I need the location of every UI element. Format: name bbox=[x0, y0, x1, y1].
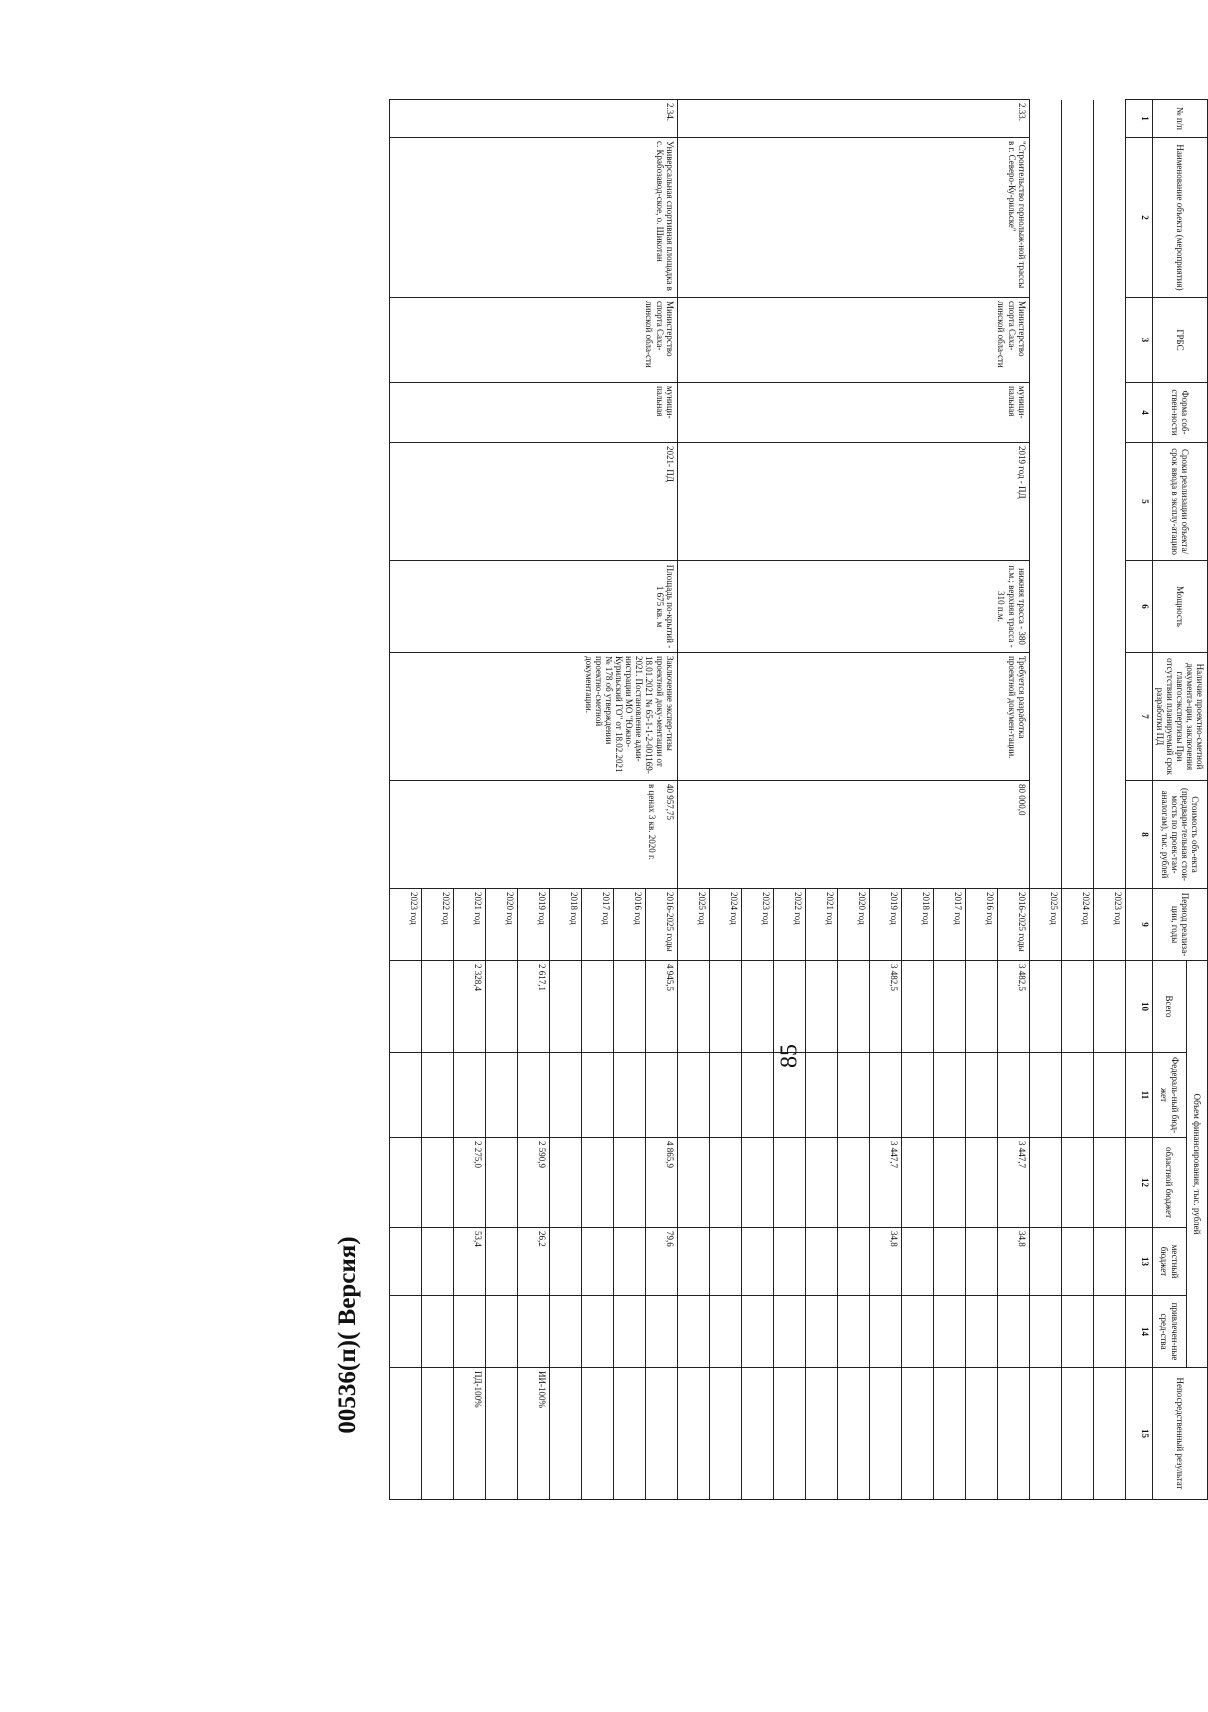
attracted-cell bbox=[613, 1296, 645, 1368]
table-row bbox=[997, 100, 1029, 1500]
result-cell bbox=[965, 1368, 997, 1500]
period-cell: 2022 год bbox=[773, 889, 805, 961]
column-number: 9 bbox=[1125, 889, 1152, 961]
value-cell bbox=[1029, 1368, 1061, 1500]
result-cell bbox=[549, 1368, 581, 1500]
attracted-cell bbox=[581, 1296, 613, 1368]
empty-cell bbox=[1093, 100, 1125, 138]
column-number: 4 bbox=[1125, 383, 1152, 443]
total-cell bbox=[773, 961, 805, 1053]
regional-cell bbox=[837, 1138, 869, 1228]
result-cell bbox=[933, 1368, 965, 1500]
column-number: 7 bbox=[1125, 653, 1152, 781]
attracted-cell bbox=[389, 1296, 421, 1368]
federal-cell bbox=[837, 1053, 869, 1138]
value-cell bbox=[1061, 1296, 1093, 1368]
regional-cell bbox=[773, 1138, 805, 1228]
header-num: № п/п bbox=[1152, 100, 1207, 138]
empty-cell bbox=[1061, 298, 1093, 383]
local-cell: 34,8 bbox=[869, 1228, 901, 1296]
attracted-cell bbox=[869, 1296, 901, 1368]
empty-cell bbox=[1029, 561, 1061, 653]
total-cell bbox=[805, 961, 837, 1053]
federal-cell bbox=[901, 1053, 933, 1138]
federal-cell bbox=[453, 1053, 485, 1138]
empty-cell bbox=[1029, 781, 1061, 889]
object-cost-note: в ценах 3 кв. 2020 г. bbox=[646, 784, 657, 860]
period-cell: 2023 год bbox=[741, 889, 773, 961]
attracted-cell bbox=[901, 1296, 933, 1368]
regional-cell bbox=[933, 1138, 965, 1228]
federal-cell bbox=[741, 1053, 773, 1138]
local-cell bbox=[773, 1228, 805, 1296]
empty-cell bbox=[1093, 138, 1125, 298]
period-cell: 2018 год bbox=[901, 889, 933, 961]
value-cell bbox=[1029, 1296, 1061, 1368]
header-local: местный бюджет bbox=[1152, 1228, 1187, 1296]
page-number: 85 bbox=[776, 1044, 803, 1068]
header-result: Непосредственный результат bbox=[1152, 1368, 1207, 1500]
total-cell bbox=[549, 961, 581, 1053]
period-cell: 2020 год bbox=[485, 889, 517, 961]
attracted-cell bbox=[741, 1296, 773, 1368]
total-cell: 2 328,4 bbox=[453, 961, 485, 1053]
attracted-cell bbox=[517, 1296, 549, 1368]
total-cell bbox=[709, 961, 741, 1053]
federal-cell bbox=[805, 1053, 837, 1138]
total-cell bbox=[901, 961, 933, 1053]
empty-cell bbox=[1093, 443, 1125, 561]
header-row bbox=[1187, 100, 1208, 1500]
attracted-cell bbox=[837, 1296, 869, 1368]
total-cell bbox=[933, 961, 965, 1053]
column-number: 3 bbox=[1125, 298, 1152, 383]
local-cell bbox=[805, 1228, 837, 1296]
federal-cell bbox=[613, 1053, 645, 1138]
empty-cell bbox=[1093, 383, 1125, 443]
result-cell bbox=[805, 1368, 837, 1500]
federal-cell bbox=[549, 1053, 581, 1138]
object-pd: Требуется разработка проектной докумен-тации. bbox=[677, 653, 1029, 781]
empty-cell bbox=[1093, 298, 1125, 383]
period-cell: 2017 год bbox=[581, 889, 613, 961]
local-cell bbox=[965, 1228, 997, 1296]
column-number: 11 bbox=[1125, 1053, 1152, 1138]
regional-cell bbox=[613, 1138, 645, 1228]
federal-cell bbox=[677, 1053, 709, 1138]
period-cell: 2023 год bbox=[1093, 889, 1125, 961]
regional-cell bbox=[549, 1138, 581, 1228]
result-cell bbox=[741, 1368, 773, 1500]
period-cell: 2022 год bbox=[421, 889, 453, 961]
attracted-cell bbox=[453, 1296, 485, 1368]
result-cell bbox=[421, 1368, 453, 1500]
local-cell: 34,8 bbox=[997, 1228, 1029, 1296]
empty-cell bbox=[1029, 443, 1061, 561]
federal-cell bbox=[645, 1053, 677, 1138]
empty-cell bbox=[1093, 561, 1125, 653]
local-cell: 26,2 bbox=[517, 1228, 549, 1296]
federal-cell bbox=[421, 1053, 453, 1138]
object-pd: Заключение экспер-тизы проектной доку-ментации от 18.01.2021 № 65-1-1-2-001169-2021. Постановление адми-нистрации МО "Южно-Курильский ГО" от 18.02.2021 № 178 об утверждении проектно-сметной документации. bbox=[389, 653, 677, 781]
header-attracted: привлечен-ные сред-ства bbox=[1152, 1296, 1187, 1368]
empty-cell bbox=[1061, 138, 1093, 298]
column-number: 15 bbox=[1125, 1368, 1152, 1500]
header-pd: Наличие проектно-сметной документа-ции, заключения главгосэкспертизы При отсутствии планируемый срок разработки ПД bbox=[1152, 653, 1207, 781]
attracted-cell bbox=[997, 1296, 1029, 1368]
period-cell: 2019 год bbox=[869, 889, 901, 961]
regional-cell bbox=[741, 1138, 773, 1228]
attracted-cell bbox=[805, 1296, 837, 1368]
object-grbs: Министерство спорта Саха-линской обла-сти bbox=[677, 298, 1029, 383]
column-number: 1 bbox=[1125, 100, 1152, 138]
value-cell bbox=[1029, 1053, 1061, 1138]
attracted-cell bbox=[549, 1296, 581, 1368]
column-number: 12 bbox=[1125, 1138, 1152, 1228]
regional-cell bbox=[581, 1138, 613, 1228]
object-number: 2.33. bbox=[677, 100, 1029, 138]
empty-cell bbox=[1061, 100, 1093, 138]
local-cell bbox=[741, 1228, 773, 1296]
total-cell: 2 617,1 bbox=[517, 961, 549, 1053]
total-cell: 4 945,5 bbox=[645, 961, 677, 1053]
value-cell bbox=[1093, 1296, 1125, 1368]
federal-cell bbox=[869, 1053, 901, 1138]
table-row bbox=[645, 100, 677, 1500]
value-cell bbox=[1061, 961, 1093, 1053]
table-row bbox=[1061, 100, 1093, 1500]
attracted-cell bbox=[421, 1296, 453, 1368]
regional-cell bbox=[965, 1138, 997, 1228]
result-cell: ПД-100% bbox=[453, 1368, 485, 1500]
period-cell: 2016-2025 годы bbox=[645, 889, 677, 961]
total-cell bbox=[389, 961, 421, 1053]
empty-cell bbox=[1093, 653, 1125, 781]
total-cell bbox=[613, 961, 645, 1053]
period-cell: 2021 год bbox=[453, 889, 485, 961]
period-cell: 2016 год bbox=[613, 889, 645, 961]
federal-cell bbox=[997, 1053, 1029, 1138]
value-cell bbox=[1093, 1368, 1125, 1500]
total-cell bbox=[741, 961, 773, 1053]
federal-cell bbox=[933, 1053, 965, 1138]
table-row bbox=[1029, 100, 1061, 1500]
object-cost bbox=[389, 781, 677, 889]
header-total: Всего bbox=[1152, 961, 1187, 1053]
value-cell bbox=[1029, 961, 1061, 1053]
regional-cell bbox=[805, 1138, 837, 1228]
attracted-cell bbox=[965, 1296, 997, 1368]
regional-cell bbox=[677, 1138, 709, 1228]
local-cell bbox=[389, 1228, 421, 1296]
financing-table bbox=[389, 99, 1208, 1500]
regional-cell bbox=[421, 1138, 453, 1228]
header-grbs: ГРБС bbox=[1152, 298, 1207, 383]
value-cell bbox=[1093, 1053, 1125, 1138]
header-timing: Сроки реализации объекта/ срок ввода в эксплу-атацию bbox=[1152, 443, 1207, 561]
total-cell: 3 482,5 bbox=[997, 961, 1029, 1053]
period-cell: 2025 год bbox=[1029, 889, 1061, 961]
column-number: 13 bbox=[1125, 1228, 1152, 1296]
period-cell: 2016-2025 годы bbox=[997, 889, 1029, 961]
total-cell: 3 482,5 bbox=[869, 961, 901, 1053]
result-cell bbox=[997, 1368, 1029, 1500]
value-cell bbox=[1093, 1228, 1125, 1296]
period-cell: 2023 год bbox=[389, 889, 421, 961]
attracted-cell bbox=[645, 1296, 677, 1368]
empty-cell bbox=[1029, 100, 1061, 138]
header-name: Наименование объекта (мероприятия) bbox=[1152, 138, 1207, 298]
column-number: 14 bbox=[1125, 1296, 1152, 1368]
total-cell bbox=[485, 961, 517, 1053]
regional-cell bbox=[485, 1138, 517, 1228]
object-name: Универсальная спортивная площадка в с. Крабозавод-ское, о. Шикотан bbox=[389, 138, 677, 298]
regional-cell: 2 275,0 bbox=[453, 1138, 485, 1228]
header-regional: областной бюджет bbox=[1152, 1138, 1187, 1228]
document-code: 00536(п)( Версия) bbox=[334, 1236, 361, 1434]
local-cell bbox=[709, 1228, 741, 1296]
period-cell: 2016 год bbox=[965, 889, 997, 961]
empty-cell bbox=[1061, 653, 1093, 781]
result-cell bbox=[645, 1368, 677, 1500]
local-cell bbox=[485, 1228, 517, 1296]
local-cell bbox=[421, 1228, 453, 1296]
period-cell: 2018 год bbox=[549, 889, 581, 961]
result-cell bbox=[709, 1368, 741, 1500]
federal-cell bbox=[517, 1053, 549, 1138]
regional-cell: 2 590,9 bbox=[517, 1138, 549, 1228]
attracted-cell bbox=[677, 1296, 709, 1368]
regional-cell: 3 447,7 bbox=[869, 1138, 901, 1228]
value-cell bbox=[1061, 1053, 1093, 1138]
value-cell bbox=[1029, 1228, 1061, 1296]
result-cell bbox=[869, 1368, 901, 1500]
object-name: "Строительство горнолыж-ной трассы в г. Северо-Ку-рильске" bbox=[677, 138, 1029, 298]
federal-cell bbox=[581, 1053, 613, 1138]
result-cell bbox=[837, 1368, 869, 1500]
local-cell bbox=[933, 1228, 965, 1296]
local-cell bbox=[901, 1228, 933, 1296]
period-cell: 2019 год bbox=[517, 889, 549, 961]
object-cost bbox=[677, 781, 1029, 889]
value-cell bbox=[1061, 1368, 1093, 1500]
header-financing: Объем финансирования, тыс. рублей bbox=[1187, 961, 1208, 1368]
object-timing: 2021- ПД bbox=[389, 443, 677, 561]
object-ownership: муници-пальная bbox=[389, 383, 677, 443]
table-body bbox=[389, 100, 1152, 1500]
object-timing: 2019 год - ПД bbox=[677, 443, 1029, 561]
value-cell bbox=[1093, 1138, 1125, 1228]
regional-cell bbox=[389, 1138, 421, 1228]
total-cell bbox=[581, 961, 613, 1053]
local-cell bbox=[837, 1228, 869, 1296]
total-cell bbox=[421, 961, 453, 1053]
local-cell bbox=[581, 1228, 613, 1296]
column-number: 10 bbox=[1125, 961, 1152, 1053]
result-cell bbox=[581, 1368, 613, 1500]
table-row bbox=[1093, 100, 1125, 1500]
empty-cell bbox=[1061, 443, 1093, 561]
local-cell: 53,4 bbox=[453, 1228, 485, 1296]
object-ownership: муници-пальная bbox=[677, 383, 1029, 443]
period-cell: 2024 год bbox=[1061, 889, 1093, 961]
header-ownership: Форма соб-ствен-ности bbox=[1152, 383, 1207, 443]
column-number-row bbox=[1125, 100, 1152, 1500]
regional-cell: 4 865,9 bbox=[645, 1138, 677, 1228]
object-cost-value: 80 000,0 bbox=[1016, 784, 1027, 816]
attracted-cell bbox=[709, 1296, 741, 1368]
period-cell: 2024 год bbox=[709, 889, 741, 961]
value-cell bbox=[1061, 1228, 1093, 1296]
empty-cell bbox=[1029, 138, 1061, 298]
result-cell bbox=[677, 1368, 709, 1500]
local-cell bbox=[549, 1228, 581, 1296]
federal-cell bbox=[709, 1053, 741, 1138]
object-grbs: Министерство спорта Саха-линской обла-сти bbox=[389, 298, 677, 383]
attracted-cell bbox=[485, 1296, 517, 1368]
local-cell: 79,6 bbox=[645, 1228, 677, 1296]
empty-cell bbox=[1029, 653, 1061, 781]
empty-cell bbox=[1061, 561, 1093, 653]
regional-cell bbox=[901, 1138, 933, 1228]
empty-cell bbox=[1061, 383, 1093, 443]
federal-cell bbox=[773, 1053, 805, 1138]
local-cell bbox=[613, 1228, 645, 1296]
local-cell bbox=[677, 1228, 709, 1296]
header-cost: Стоимость объ-екта (предвари-тельная стои-мость по проек-там-аналогам), тыс. рублей bbox=[1152, 781, 1207, 889]
empty-cell bbox=[1061, 781, 1093, 889]
value-cell bbox=[1093, 961, 1125, 1053]
federal-cell bbox=[389, 1053, 421, 1138]
value-cell bbox=[1029, 1138, 1061, 1228]
empty-cell bbox=[1029, 298, 1061, 383]
regional-cell bbox=[709, 1138, 741, 1228]
total-cell bbox=[837, 961, 869, 1053]
result-cell bbox=[773, 1368, 805, 1500]
value-cell bbox=[1061, 1138, 1093, 1228]
attracted-cell bbox=[933, 1296, 965, 1368]
column-number: 6 bbox=[1125, 561, 1152, 653]
column-number: 2 bbox=[1125, 138, 1152, 298]
federal-cell bbox=[485, 1053, 517, 1138]
period-cell: 2025 год bbox=[677, 889, 709, 961]
header-federal: Федераль-ный бюд-жет bbox=[1152, 1053, 1187, 1138]
regional-cell: 3 447,7 bbox=[997, 1138, 1029, 1228]
result-cell: ИИ-100% bbox=[517, 1368, 549, 1500]
empty-cell bbox=[1029, 383, 1061, 443]
object-capacity: нижняя трасса - 380 п.м.; верхняя трасса - 310 п.м. bbox=[677, 561, 1029, 653]
total-cell bbox=[677, 961, 709, 1053]
total-cell bbox=[965, 961, 997, 1053]
period-cell: 2020 год bbox=[837, 889, 869, 961]
empty-cell bbox=[1093, 781, 1125, 889]
header-capacity: Мощность bbox=[1152, 561, 1207, 653]
object-number: 2.34. bbox=[389, 100, 677, 138]
attracted-cell bbox=[773, 1296, 805, 1368]
federal-cell bbox=[965, 1053, 997, 1138]
period-cell: 2021 год bbox=[805, 889, 837, 961]
result-cell bbox=[485, 1368, 517, 1500]
result-cell bbox=[389, 1368, 421, 1500]
period-cell: 2017 год bbox=[933, 889, 965, 961]
column-number: 8 bbox=[1125, 781, 1152, 889]
column-number: 5 bbox=[1125, 443, 1152, 561]
result-cell bbox=[613, 1368, 645, 1500]
result-cell bbox=[901, 1368, 933, 1500]
header-period: Период реализа-ции, годы bbox=[1152, 889, 1207, 961]
object-capacity: Площадь по-крытий - 1 675 кв. м bbox=[389, 561, 677, 653]
object-cost-value: 40 957,75 bbox=[664, 784, 675, 820]
